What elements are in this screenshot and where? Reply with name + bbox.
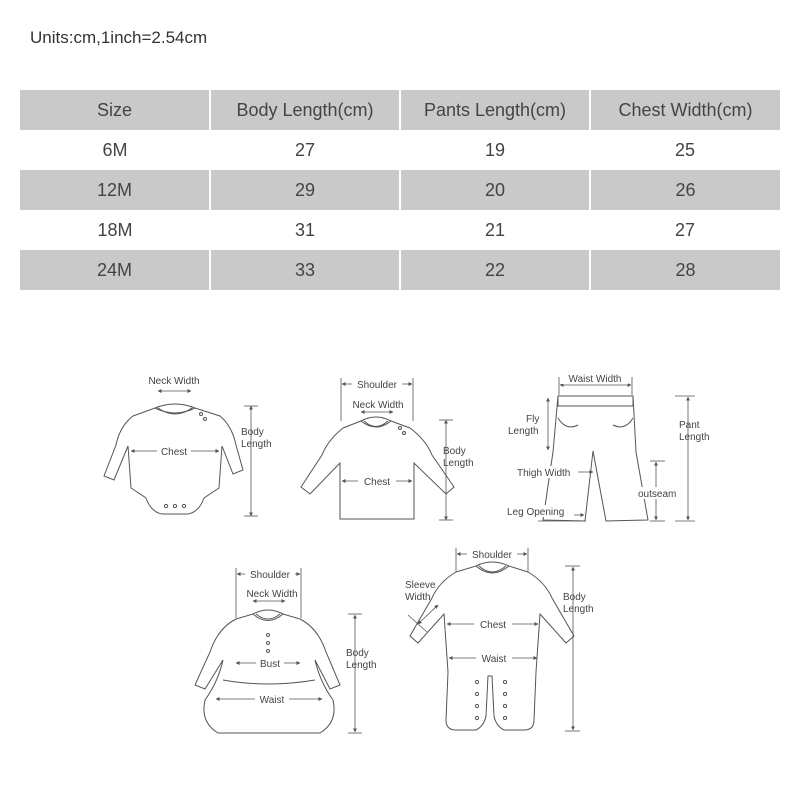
cell-size: 18M [20, 210, 210, 250]
cell-pants-length: 21 [400, 210, 590, 250]
tshirt-collar [361, 417, 391, 421]
snap-button-icon [503, 704, 506, 707]
label-length: Length [241, 439, 272, 450]
pants-waistband [558, 396, 633, 406]
label-body: Body [346, 648, 369, 659]
tshirt-diagram [301, 378, 474, 520]
label-chest: Chest [479, 620, 507, 631]
label-neck-width: Neck Width [246, 589, 298, 600]
romper-diagram [405, 548, 594, 731]
label-outseam: outseam [638, 489, 677, 500]
header-size: Size [20, 90, 210, 130]
label-waist: Waist [259, 695, 285, 706]
snap-button-icon [164, 504, 167, 507]
cell-size: 12M [20, 170, 210, 210]
dress-diagram [195, 568, 377, 733]
button-icon [200, 413, 203, 416]
label-leg-opening: Leg Opening [507, 507, 565, 518]
button-icon [267, 642, 270, 645]
cell-size: 6M [20, 130, 210, 170]
snap-button-icon [475, 680, 478, 683]
cell-chest-width: 26 [590, 170, 780, 210]
bodysuit-outline [104, 408, 243, 514]
snap-button-icon [503, 716, 506, 719]
cell-pants-length: 20 [400, 170, 590, 210]
label-chest: Chest [160, 447, 188, 458]
cell-size: 24M [20, 250, 210, 290]
label-sleeve: Sleeve [405, 580, 436, 591]
snap-button-icon [475, 704, 478, 707]
label-length: Length [563, 604, 594, 615]
label-length: Length [443, 458, 474, 469]
label-pant: Pant [679, 420, 700, 431]
header-pants-length: Pants Length(cm) [400, 90, 590, 130]
tshirt-outline [301, 421, 454, 519]
label-body: Body [443, 446, 466, 457]
button-icon [399, 427, 402, 430]
label-fly-length: Length [508, 426, 539, 437]
units-note: Units:cm,1inch=2.54cm [30, 28, 208, 47]
label-shoulder: Shoulder [471, 550, 513, 561]
snap-button-icon [503, 692, 506, 695]
sleeve-width-arrow [418, 605, 438, 624]
bodysuit-collar [155, 404, 195, 408]
label-body: Body [563, 592, 586, 603]
snap-button-icon [173, 504, 176, 507]
label-waist: Waist [481, 654, 507, 665]
button-icon [267, 634, 270, 637]
label-shoulder: Shoulder [356, 380, 398, 391]
pants-outline [543, 396, 648, 521]
cell-body-length: 33 [210, 250, 400, 290]
label-body: Body [241, 427, 264, 438]
label-fly: Fly [526, 414, 540, 425]
cell-pants-length: 19 [400, 130, 590, 170]
dress-outline [195, 614, 340, 733]
cell-body-length: 31 [210, 210, 400, 250]
cell-body-length: 29 [210, 170, 400, 210]
button-icon [204, 418, 207, 421]
snap-button-icon [182, 504, 185, 507]
header-chest-width: Chest Width(cm) [590, 90, 780, 130]
romper-collar [476, 562, 509, 566]
header-body-length: Body Length(cm) [210, 90, 400, 130]
label-length: Length [346, 660, 377, 671]
cell-pants-length: 22 [400, 250, 590, 290]
pants-diagram [506, 373, 710, 521]
cell-chest-width: 25 [590, 130, 780, 170]
cell-body-length: 27 [210, 130, 400, 170]
label-waist-width: Waist Width [568, 374, 622, 385]
snap-button-icon [475, 716, 478, 719]
snap-button-icon [503, 680, 506, 683]
label-shoulder: Shoulder [249, 570, 291, 581]
label-pant-length: Length [679, 432, 710, 443]
bodysuit-diagram [104, 376, 272, 516]
label-chest: Chest [363, 477, 391, 488]
label-thigh-width: Thigh Width [517, 468, 571, 479]
label-bust: Bust [259, 659, 281, 670]
button-icon [403, 432, 406, 435]
label-sleeve-width: Width [405, 592, 431, 603]
snap-button-icon [475, 692, 478, 695]
cell-chest-width: 27 [590, 210, 780, 250]
button-icon [267, 650, 270, 653]
label-neck-width: Neck Width [148, 376, 200, 387]
label-neck-width: Neck Width [352, 400, 404, 411]
dress-collar [253, 610, 283, 614]
cell-chest-width: 28 [590, 250, 780, 290]
